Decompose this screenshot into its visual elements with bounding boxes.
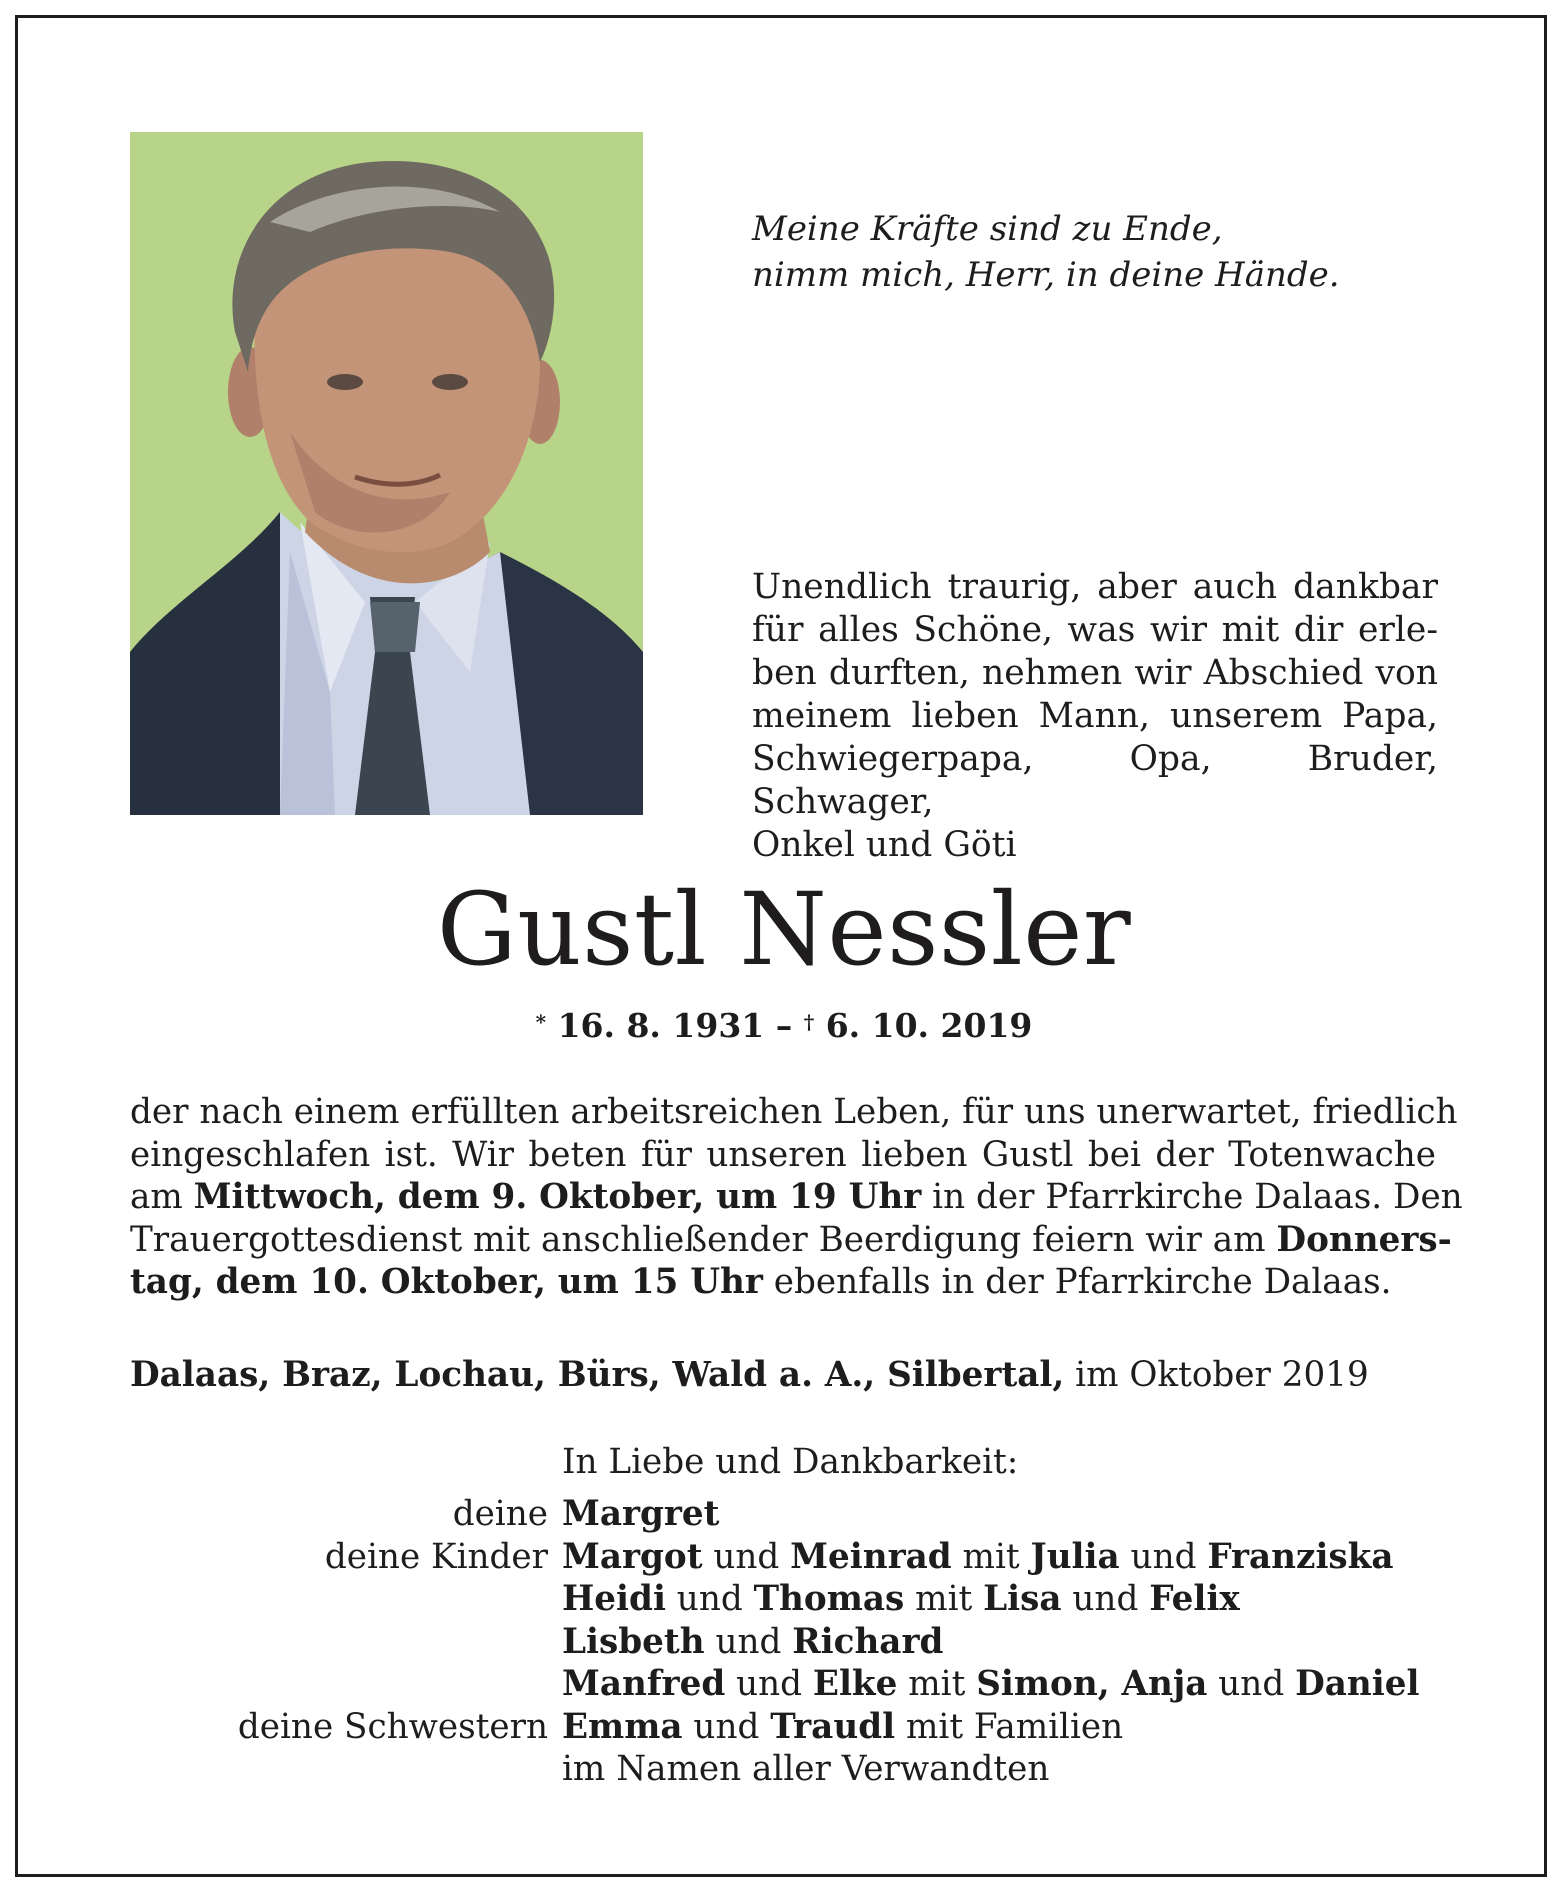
- connector: und: [1119, 1536, 1208, 1577]
- places-date-line: [130, 1353, 1450, 1397]
- family-names: [562, 1536, 1470, 1579]
- connector: und: [682, 1706, 771, 1747]
- connector: mit Familien: [895, 1706, 1124, 1747]
- body-line: eingeschlafen ist. Wir beten für unseren lieben Gustl bei der Totenwache: [130, 1134, 1436, 1175]
- family-name: Felix: [1149, 1579, 1240, 1619]
- intro-line: ben durften, nehmen wir Abschied von: [752, 653, 1438, 693]
- funeral-date-part: Donners-: [1276, 1219, 1452, 1260]
- intro-line: meinem lieben Mann, unserem Papa,: [752, 696, 1438, 736]
- body-line: [130, 1176, 1463, 1219]
- portrait-photo: [130, 132, 643, 815]
- verse-line: Meine Kräfte sind zu Ende,: [752, 209, 1223, 249]
- family-row: [130, 1706, 1470, 1749]
- connector: mit: [951, 1536, 1031, 1577]
- verse: [752, 206, 1432, 298]
- family-name: Margret: [562, 1494, 720, 1534]
- family-label: deine Kinder: [324, 1536, 548, 1577]
- family-name: Richard: [792, 1621, 944, 1662]
- life-dates: [0, 1003, 1568, 1049]
- family-names: [562, 1663, 1470, 1706]
- connector: und: [702, 1536, 791, 1577]
- intro-text: [752, 566, 1438, 867]
- thanks-line: In Liebe und Dankbarkeit:: [562, 1442, 1019, 1482]
- connector: mit: [904, 1579, 984, 1619]
- intro-line: Unendlich traurig, aber auch dankbar: [752, 567, 1438, 607]
- family-name: Manfred: [562, 1664, 726, 1704]
- family-list: [130, 1493, 1470, 1791]
- family-label: [130, 1748, 562, 1791]
- connector: und: [704, 1621, 793, 1662]
- family-label: [130, 1663, 562, 1706]
- family-name: Julia: [1030, 1536, 1120, 1577]
- family-name: Lisa: [983, 1579, 1062, 1619]
- portrait-image: [130, 132, 643, 815]
- body-line: [130, 1261, 1436, 1304]
- connector: und: [665, 1579, 754, 1619]
- family-label: deine Schwestern: [237, 1706, 548, 1747]
- body-line: [130, 1219, 1452, 1262]
- family-name: Traudl: [770, 1706, 896, 1747]
- connector: und: [1207, 1664, 1296, 1704]
- family-names: [562, 1621, 1470, 1664]
- body-text-part: in der Pfarrkirche Dalaas. Den: [921, 1177, 1463, 1217]
- birth-mark: *: [535, 1010, 547, 1034]
- death-date: 6. 10. 2019: [814, 1006, 1033, 1045]
- body-text-part: am: [130, 1177, 194, 1217]
- deceased-name: Gustl Nessler: [436, 871, 1132, 988]
- closing-line: im Namen aller Verwandten: [562, 1749, 1050, 1789]
- family-name: Emma: [562, 1706, 683, 1747]
- family-row: [130, 1536, 1470, 1579]
- family-names: [562, 1493, 1470, 1536]
- family-label: [130, 1578, 562, 1621]
- intro-line: Onkel und Göti: [752, 825, 1017, 865]
- family-name: Franziska: [1207, 1536, 1394, 1577]
- family-label: [130, 1621, 562, 1664]
- body-text-part: ebenfalls in der Pfarrkirche Dalaas.: [762, 1262, 1392, 1302]
- family-name: Daniel: [1295, 1664, 1420, 1704]
- connector: und: [1061, 1579, 1150, 1619]
- body-line: der nach einem erfüllten arbeitsreichen Leben, für uns unerwartet, friedlich: [130, 1092, 1458, 1132]
- family-row: [130, 1748, 1470, 1791]
- family-name: Margot: [562, 1536, 703, 1577]
- connector: und: [725, 1664, 813, 1704]
- verse-line: nimm mich, Herr, in deine Hände.: [752, 255, 1340, 295]
- family-label: deine: [452, 1494, 548, 1534]
- family-row: [130, 1493, 1470, 1536]
- funeral-details: [130, 1091, 1463, 1304]
- death-mark: †: [803, 1010, 815, 1034]
- family-names: [562, 1578, 1470, 1621]
- family-name: Meinrad: [790, 1536, 952, 1577]
- family-row: [130, 1578, 1470, 1621]
- family-name: Thomas: [753, 1579, 905, 1619]
- family-names: [562, 1706, 1470, 1749]
- family-name: Elke: [812, 1664, 898, 1704]
- connector: mit: [897, 1664, 977, 1704]
- wake-date: Mittwoch, dem 9. Oktober, um 19 Uhr: [193, 1177, 922, 1217]
- family-row: [130, 1621, 1470, 1664]
- intro-line: für alles Schöne, was wir mit dir erle-: [752, 610, 1438, 650]
- birth-date: 16. 8. 1931 –: [546, 1006, 804, 1045]
- family-name: Heidi: [562, 1579, 666, 1619]
- places: Dalaas, Braz, Lochau, Bürs, Wald a. A., Silbertal,: [130, 1355, 1065, 1395]
- body-text-part: Trauergottesdienst mit anschließender Beerdigung feiern wir am: [130, 1219, 1277, 1260]
- family-row: [130, 1663, 1470, 1706]
- family-name: Simon, Anja: [976, 1664, 1208, 1704]
- family-name: Lisbeth: [562, 1621, 705, 1662]
- intro-line: Schwiegerpapa, Opa, Bruder, Schwager,: [752, 739, 1438, 822]
- funeral-date-part: tag, dem 10. Oktober, um 15 Uhr: [130, 1262, 763, 1302]
- month-year: im Oktober 2019: [1064, 1355, 1369, 1395]
